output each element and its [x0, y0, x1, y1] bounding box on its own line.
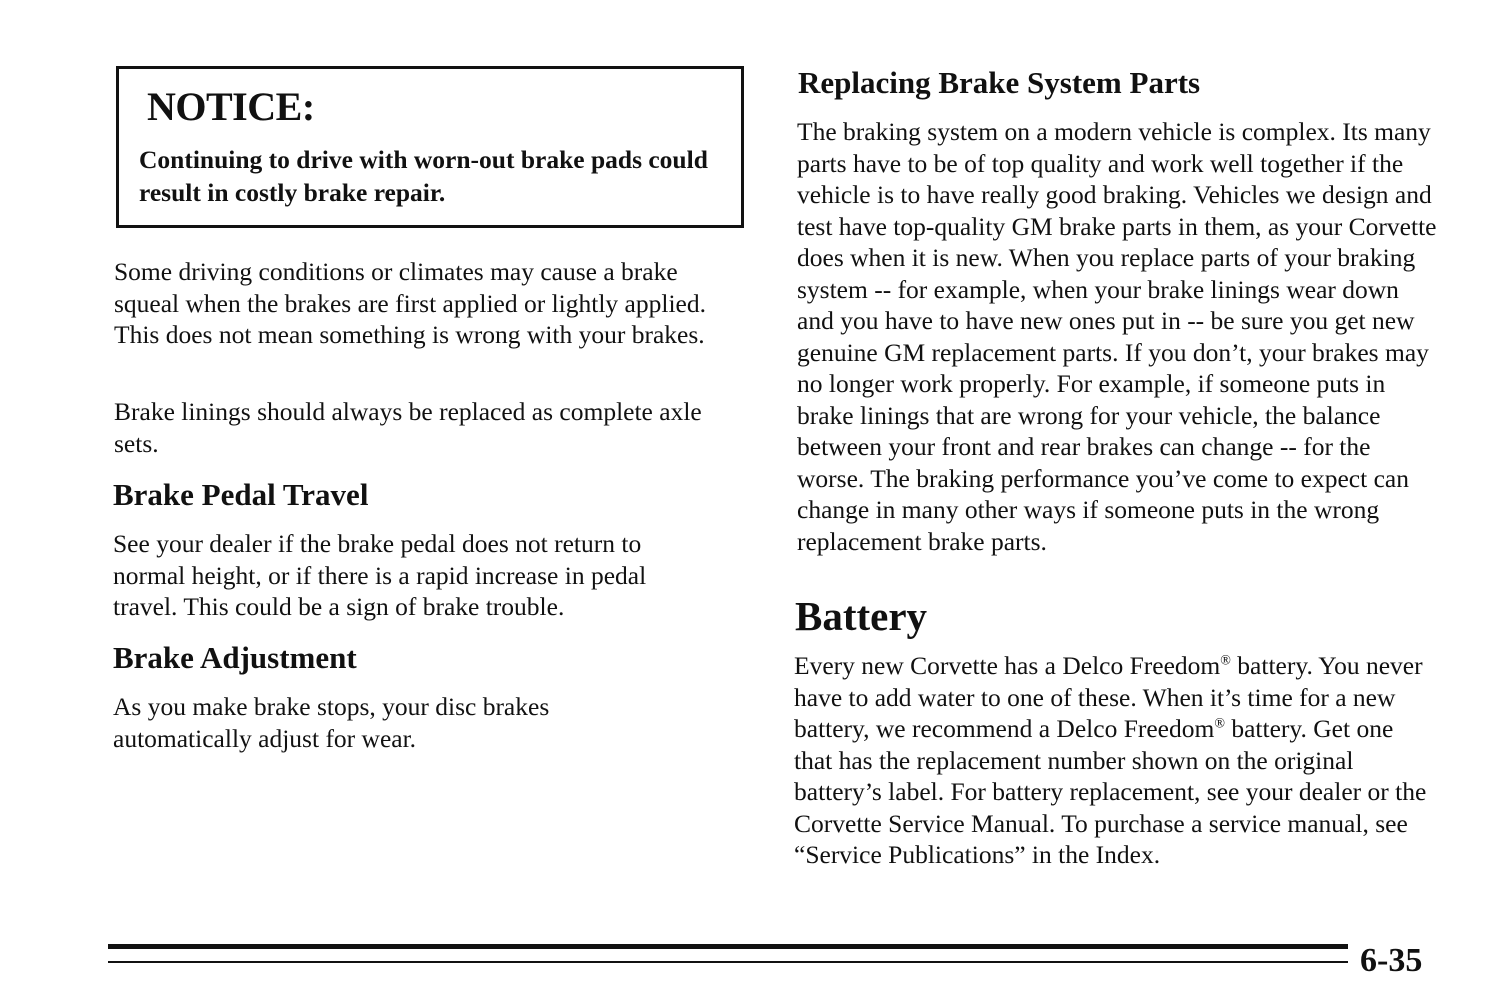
brake-pedal-travel-heading: Brake Pedal Travel: [113, 477, 369, 512]
brake-pedal-travel-text: See your dealer if the brake pedal does not return to normal height, or if there is a rapid increase in pedal travel. This could be a sign of brake trouble.: [113, 529, 647, 621]
brake-adjustment-text: As you make brake stops, your disc brakes automatically adjust for wear.: [113, 692, 550, 753]
registered-trademark-symbol: ®: [1214, 716, 1225, 732]
brake-squeal-paragraph: Some driving conditions or climates may cause a brake squeal when the brakes are first applied or lightly applied. This does not mean something is wrong with your brakes.: [114, 257, 706, 349]
battery-heading: Battery: [795, 593, 928, 639]
page-number: 6-35: [1360, 942, 1423, 979]
footer-rule-thick: [108, 944, 1348, 949]
notice-text: Continuing to drive with worn-out brake pads could result in costly brake repair.: [139, 145, 708, 207]
battery-text: [794, 650, 1434, 871]
registered-trademark-symbol: ®: [1220, 653, 1231, 669]
footer-rule-thin: [108, 961, 1348, 963]
replacing-brake-parts-heading: Replacing Brake System Parts: [798, 65, 1201, 100]
battery-text-part-2: battery. You never have to add water to one of these. When it’s time for a new battery, we recommend a Delco Freedom: [794, 651, 1423, 743]
brake-adjustment-heading: Brake Adjustment: [113, 640, 357, 675]
notice-box: [116, 66, 744, 228]
battery-text-part-1: Every new Corvette has a Delco Freedom: [794, 651, 1221, 680]
notice-title: NOTICE:: [147, 84, 315, 129]
battery-text-part-3: battery. Get one that has the replacement number shown on the original battery’s label. For battery replacement, see your dealer or the Corvette Service Manual. To purchase a service manual, see “Service Publications” in the Index.: [794, 714, 1427, 869]
replacing-brake-parts-text: The braking system on a modern vehicle is complex. Its many parts have to be of top quality and work well together if the vehicle is to have really good braking. Vehicles we design and test have top-quality GM brake parts in them, as your Corvette does when it is new. When you replace parts of your braking system -- for example, when your brake linings wear down and you have to have new ones put in -- be sure you get new genuine GM replacement parts. If you don’t, your brakes may no longer work properly. For example, if someone puts in brake linings that are wrong for your vehicle, the balance between your front and rear brakes can change -- for the worse. The braking performance you’ve come to expect can change in many other ways if someone puts in the wrong replacement brake parts.: [797, 117, 1437, 556]
brake-linings-paragraph: Brake linings should always be replaced as complete axle sets.: [114, 397, 702, 458]
